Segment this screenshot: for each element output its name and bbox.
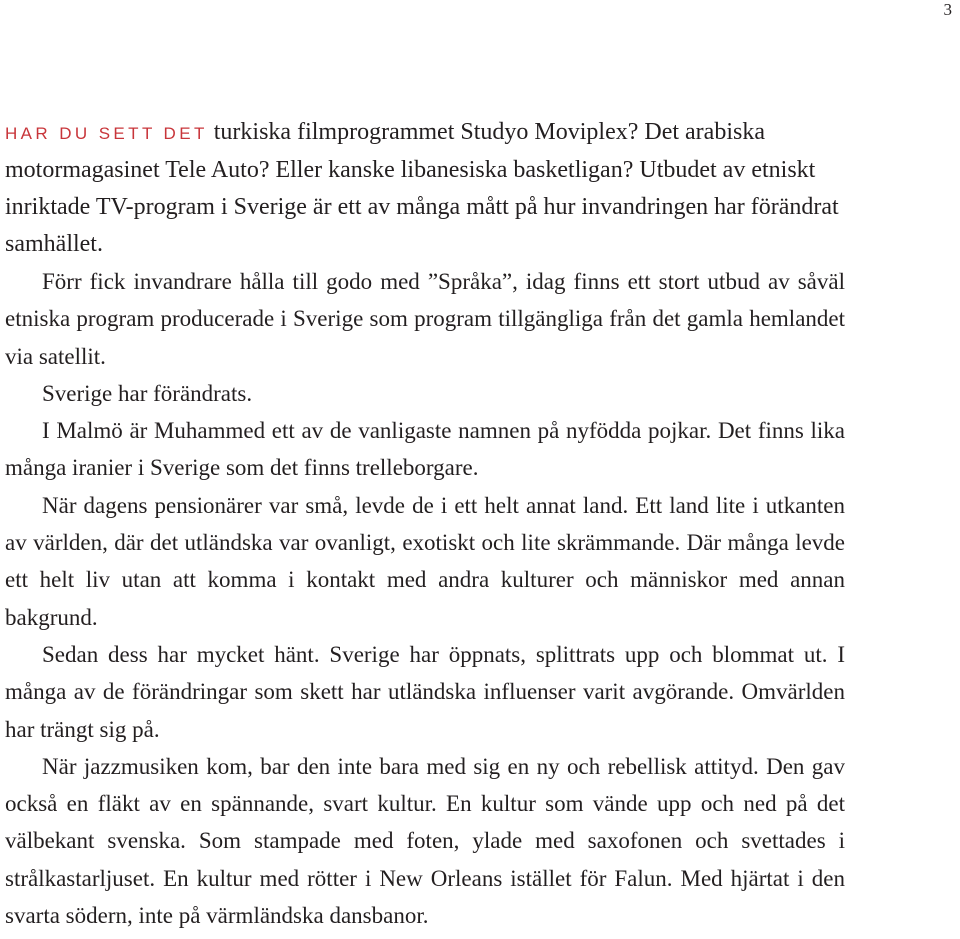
intro-text: turkiska filmprogrammet Studyo Moviplex? Det arabiska motormagasinet Tele Auto? Eller kanske libanesiska basketligan? Utbudet av etniskt inriktade TV-program i Sverige är ett av många mått på hur invandringen har förändrat samhället.: [5, 119, 839, 257]
paragraph: När jazzmusiken kom, bar den inte bara med sig en ny och rebellisk attityd. Den gav också en fläkt av en spännande, svart kultur. En kultur som vände upp och ned på det välbekant svenska. Som stampade med foten, ylade med saxofonen och svettades i strålkastarljuset. En kultur med rötter i New Orleans istället för Falun. Med hjärtat i den svarta södern, inte på värmländska dansbanor.: [5, 753, 845, 929]
paragraph: Sverige har förändrats.: [42, 380, 253, 406]
page-number: 3: [943, 0, 952, 19]
paragraph: I Malmö är Muhammed ett av de vanligaste namnen på nyfödda pojkar. Det finns lika många iranier i Sverige som det finns trelleborgare.: [5, 418, 845, 481]
intro-paragraph: [5, 114, 845, 263]
paragraph: När dagens pensionärer var små, levde de i ett helt annat land. Ett land lite i utkanten av världen, där det utländska var ovanligt, exotiskt och lite skrämmande. Där många levde ett helt liv utan att komma i kontakt med andra kulturer och människor med annan bakgrund.: [5, 492, 845, 630]
body-text: [5, 263, 845, 934]
paragraph: Förr fick invandrare hålla till godo med ”Språka”, idag finns ett stort utbud av såväl etniska program producerade i Sverige som program tillgängliga från det gamla hemlandet via satellit.: [5, 269, 845, 369]
lead-in-text: HAR DU SETT DET: [5, 124, 208, 143]
paragraph: Sedan dess har mycket hänt. Sverige har öppnats, splittrats upp och blommat ut. I många av de förändringar som skett har utländska influenser varit avgörande. Omvärlden har trängt sig på.: [5, 641, 845, 742]
